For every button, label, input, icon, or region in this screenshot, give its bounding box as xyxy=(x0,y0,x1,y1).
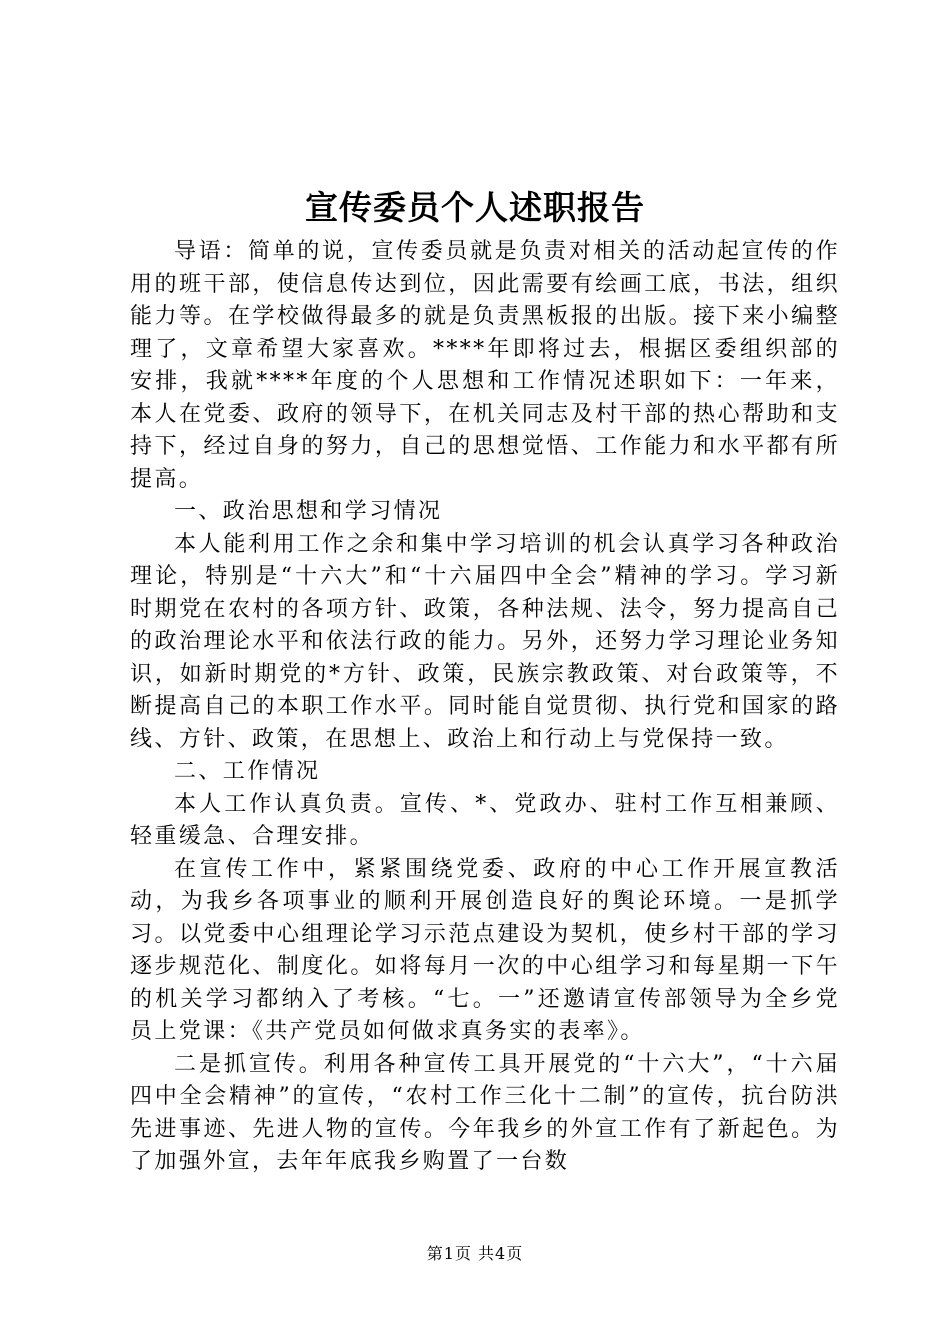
paragraph-propaganda-outreach: 二是抓宣传。利用各种宣传工具开展党的“十六大”，“十六届四中全会精神”的宣传，“农村工作三化十二制”的宣传，抗台防洪先进事迹、先进人物的宣传。今年我乡的外宣工作有了新起色。为了加强外宣，去年年底我乡购置了一台数 xyxy=(130,1051,840,1174)
document-title: 宣传委员个人述职报告 xyxy=(305,188,645,227)
section-heading-work: 二、工作情况 xyxy=(174,759,321,784)
section-heading-politics: 一、政治思想和学习情况 xyxy=(174,499,443,524)
paragraph-politics: 本人能利用工作之余和集中学习培训的机会认真学习各种政治理论，特别是“十六大”和“十六届四中全会”精神的学习。学习新时期党在农村的各项方针、政策，各种法规、法令，努力提高自己的政治理论水平和依法行政的能力。另外，还努力学习理论业务知识，如新时期党的*方针、政策，民族宗教政策、对台政策等，不断提高自己的本职工作水平。同时能自觉贯彻、执行党和国家的路线、方针、政策，在思想上、政治上和行动上与党保持一致。 xyxy=(130,531,840,752)
paragraph-work-summary: 本人工作认真负责。宣传、*、党政办、驻村工作互相兼顾、轻重缓急、合理安排。 xyxy=(130,791,840,849)
page-footer: 第1页 共4页 xyxy=(426,1244,524,1263)
paragraph-propaganda-study: 在宣传工作中，紧紧围绕党委、政府的中心工作开展宣教活动，为我乡各项事业的顺利开展创造良好的舆论环境。一是抓学习。以党委中心组理论学习示范点建设为契机，使乡村干部的学习逐步规范化、制度化。如将每月一次的中心组学习和每星期一下午的机关学习都纳入了考核。“七。一”还邀请宣传部领导为全乡党员上党课：《共产党员如何做求真务实的表率》。 xyxy=(130,856,840,1044)
paragraph-intro: 导语：简单的说，宣传委员就是负责对相关的活动起宣传的作用的班干部，使信息传达到位，因此需要有绘画工底，书法，组织能力等。在学校做得最多的就是负责黑板报的出版。接下来小编整理了，文章希望大家喜欢。****年即将过去，根据区委组织部的安排，我就****年度的个人思想和工作情况述职如下：一年来，本人在党委、政府的领导下，在机关同志及村干部的热心帮助和支持下，经过自身的努力，自己的思想觉悟、工作能力和水平都有所提高。 xyxy=(130,239,840,492)
document-body xyxy=(130,236,840,1179)
